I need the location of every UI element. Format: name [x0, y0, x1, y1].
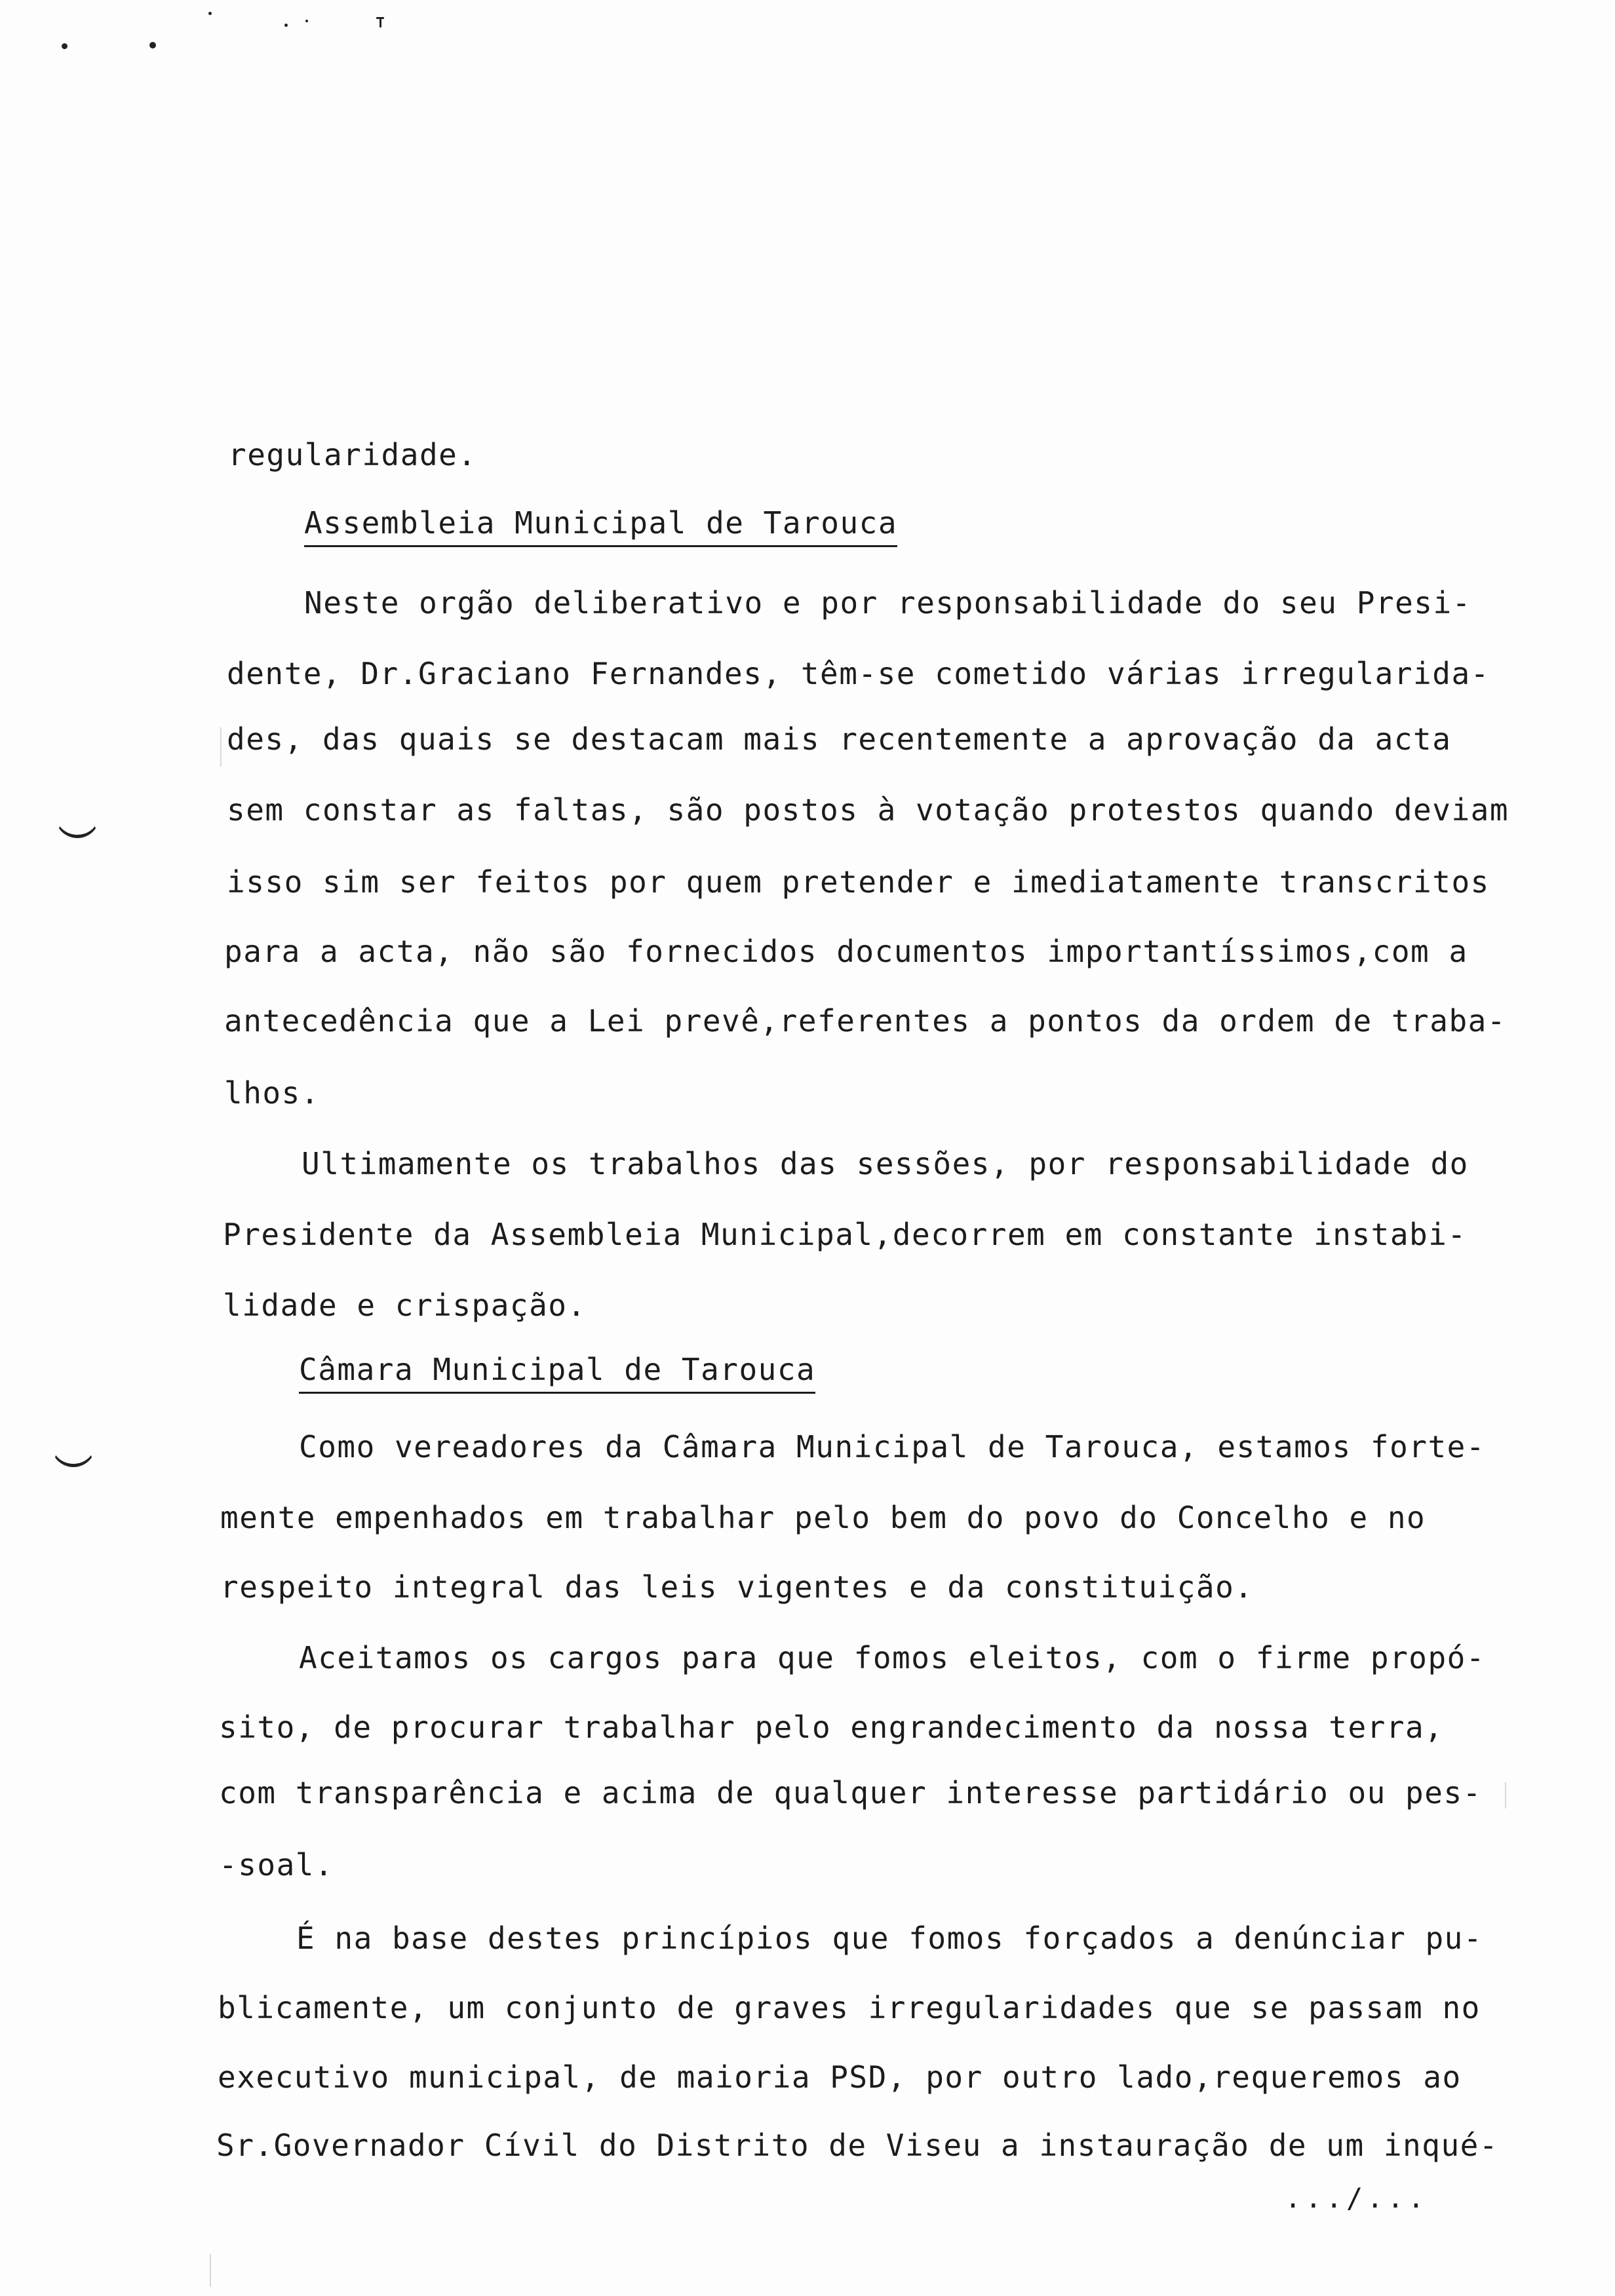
text-line: blicamente, um conjunto de graves irregularidades que se passam no: [218, 1990, 1481, 2025]
scan-speck: [305, 20, 308, 22]
text-line: respeito integral das leis vigentes e da constituição.: [220, 1569, 1254, 1605]
scan-speck: [284, 24, 288, 27]
text-line: sito, de procurar trabalhar pelo engrandecimento da nossa terra,: [219, 1710, 1444, 1745]
text-line: -soal.: [219, 1847, 334, 1883]
text-line: Sr.Governador Cívil do Distrito de Viseu a instauração de um inqué-: [216, 2128, 1499, 2163]
text-line: mente empenhados em trabalhar pelo bem do povo do Concelho e no: [220, 1500, 1426, 1535]
text-line: Como vereadores da Câmara Municipal de Tarouca, estamos forte-: [299, 1429, 1486, 1464]
text-line: executivo municipal, de maioria PSD, por outro lado,requeremos ao: [218, 2059, 1462, 2095]
text-line: lhos.: [224, 1075, 320, 1111]
text-line: com transparência e acima de qualquer interesse partidário ou pes-: [219, 1775, 1482, 1810]
text-line: lidade e crispação.: [223, 1288, 587, 1323]
text-line: Ultimamente os trabalhos das sessões, por responsabilidade do: [302, 1146, 1469, 1181]
section-heading-assembleia: Assembleia Municipal de Tarouca: [304, 505, 897, 547]
scan-line: [220, 727, 222, 767]
scan-speck: [149, 42, 156, 48]
text-line: Presidente da Assembleia Municipal,decorrem em constante instabi-: [223, 1217, 1467, 1252]
text-line: isso sim ser feitos por quem pretender e imediatamente transcritos: [227, 864, 1490, 900]
text-line: des, das quais se destacam mais recentemente a aprovação da acta: [227, 721, 1452, 757]
punch-hole-mark: [55, 813, 100, 838]
text-line: Aceitamos os cargos para que fomos eleitos, com o firme propó-: [299, 1640, 1486, 1675]
text-line: Neste orgão deliberativo e por responsabilidade do seu Presi-: [304, 585, 1471, 621]
text-line: dente, Dr.Graciano Fernandes, têm-se cometido várias irregularida-: [227, 656, 1490, 691]
scan-speck: [208, 12, 212, 15]
scan-line: [1505, 1782, 1506, 1808]
section-heading-camara: Câmara Municipal de Tarouca: [299, 1351, 815, 1394]
text-line: É na base destes princípios que fomos forçados a denúnciar pu-: [296, 1921, 1483, 1956]
punch-hole-mark: [51, 1442, 96, 1467]
text-line: sem constar as faltas, são postos à votação protestos quando deviam: [227, 792, 1509, 828]
scan-speck: [62, 43, 68, 49]
scan-speck: [379, 18, 381, 28]
scan-line: [210, 2254, 211, 2287]
text-line: para a acta, não são fornecidos documentos importantíssimos,com a: [224, 934, 1468, 969]
text-line: regularidade.: [228, 437, 477, 472]
continuation-marker: .../...: [1285, 2182, 1429, 2214]
text-line: antecedência que a Lei prevê,referentes a pontos da ordem de traba-: [224, 1003, 1507, 1039]
